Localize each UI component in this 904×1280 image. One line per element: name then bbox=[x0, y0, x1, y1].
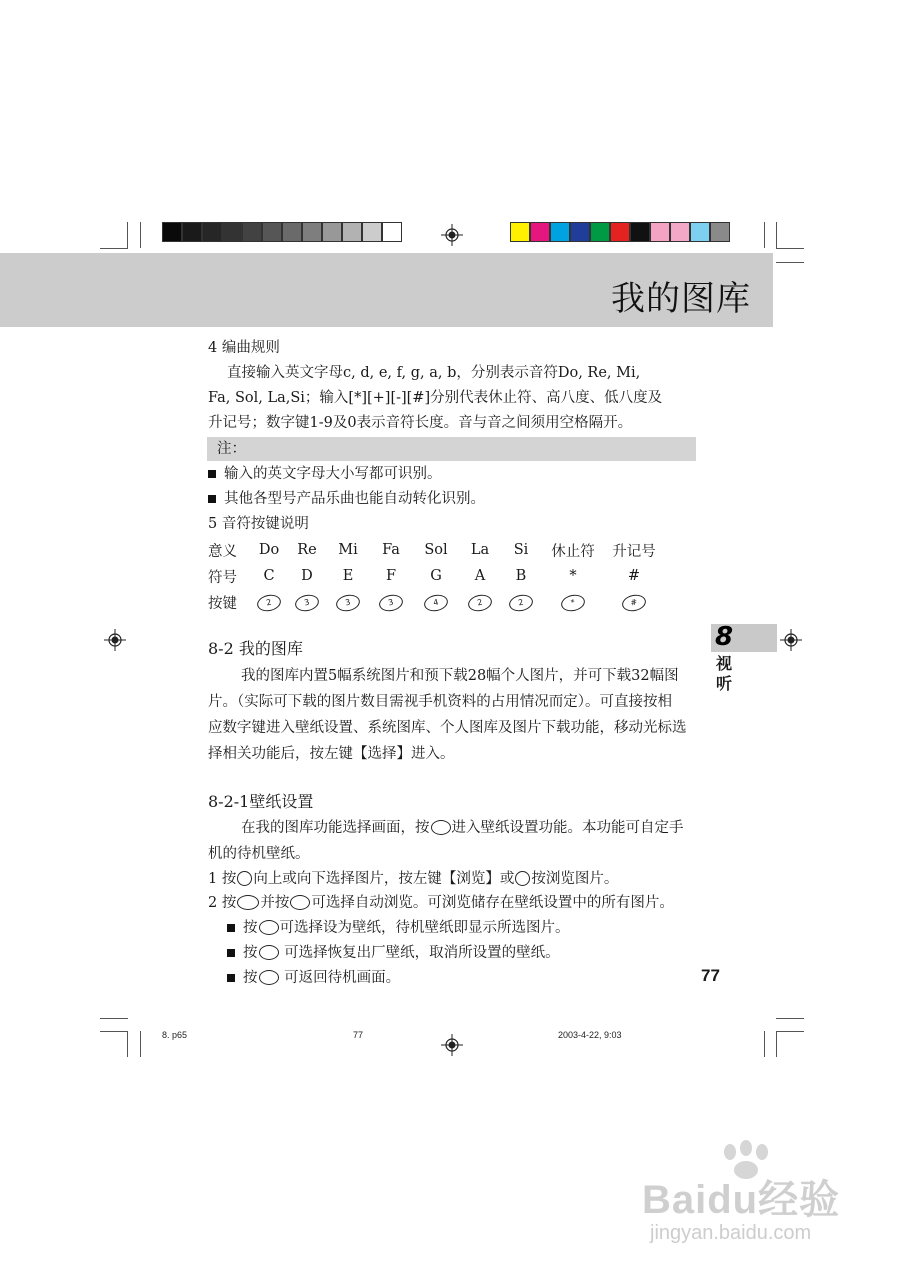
bullet-icon bbox=[227, 924, 235, 932]
key-cell bbox=[370, 589, 412, 615]
phone-key-icon: 3 bbox=[335, 593, 362, 614]
bullet-text: 输入的英文字母大小写都可识别。 bbox=[224, 466, 442, 482]
table-cell: Si bbox=[513, 542, 529, 558]
registration-mark-icon bbox=[441, 224, 463, 246]
table-cell: 休止符 bbox=[551, 543, 595, 560]
key-cell bbox=[288, 589, 326, 615]
section-heading: 8-2-1壁纸设置 bbox=[208, 792, 314, 811]
crop-mark bbox=[100, 248, 128, 249]
phone-key-icon bbox=[431, 820, 451, 835]
phone-key-icon: * bbox=[560, 593, 587, 614]
phone-key-icon: 2 bbox=[467, 593, 494, 614]
chapter-header-band bbox=[0, 253, 773, 327]
step-line bbox=[208, 893, 674, 913]
crop-mark bbox=[140, 222, 141, 248]
gray-color-bar bbox=[162, 222, 402, 242]
color-swatch bbox=[262, 222, 282, 242]
crop-mark bbox=[776, 1031, 777, 1057]
bullet-icon bbox=[208, 495, 216, 503]
note-bar bbox=[207, 437, 696, 461]
text-run: 向上或向下选择图片，按左键【浏览】或 bbox=[253, 871, 515, 887]
text-run: 进入壁纸设置功能。本功能可自定手 bbox=[451, 820, 684, 836]
color-swatch bbox=[202, 222, 222, 242]
color-swatch bbox=[590, 222, 610, 242]
chapter-title: 我的图库 bbox=[611, 279, 751, 319]
phone-key-icon: # bbox=[621, 593, 648, 614]
chapter-side-label bbox=[716, 654, 736, 694]
key-cell bbox=[460, 589, 500, 615]
row-label: 按键 bbox=[208, 595, 237, 612]
table-row bbox=[208, 563, 664, 589]
color-swatch bbox=[242, 222, 262, 242]
color-swatch bbox=[342, 222, 362, 242]
text-run: 可选择自动浏览。可浏览储存在壁纸设置中的所有图片。 bbox=[311, 895, 674, 911]
bullet-item bbox=[227, 968, 400, 988]
text-run: 在我的图库功能选择画面，按 bbox=[241, 820, 430, 836]
crop-mark bbox=[776, 222, 777, 248]
phone-key-icon: 3 bbox=[378, 593, 405, 614]
key-cell bbox=[412, 589, 460, 615]
bullet-item bbox=[208, 464, 442, 484]
registration-mark-icon bbox=[104, 629, 126, 651]
crop-mark bbox=[127, 222, 128, 248]
paragraph-line: 机的待机壁纸。 bbox=[208, 846, 310, 862]
crop-mark bbox=[776, 1018, 804, 1019]
color-swatch bbox=[670, 222, 690, 242]
phone-key-icon bbox=[259, 970, 279, 985]
table-cell: Do bbox=[258, 542, 280, 558]
table-cell: B bbox=[515, 568, 527, 584]
bullet-text: 其他各型号产品乐曲也能自动转化识别。 bbox=[224, 491, 485, 507]
table-cell: F bbox=[385, 568, 397, 584]
key-cell bbox=[326, 589, 370, 615]
chapter-side-tab bbox=[711, 624, 777, 652]
phone-key-icon: 2 bbox=[508, 593, 535, 614]
table-row bbox=[208, 537, 664, 563]
text-run: 按 bbox=[243, 945, 258, 961]
paragraph-line: 直接输入英文字母c, d, e, f, g, a, b，分别表示音符Do, Re, Mi, bbox=[227, 365, 641, 381]
bullet-item bbox=[208, 489, 485, 509]
color-swatch bbox=[530, 222, 550, 242]
page-number: 77 bbox=[701, 966, 720, 985]
color-swatch bbox=[282, 222, 302, 242]
registration-mark-icon bbox=[441, 1034, 463, 1056]
phone-key-icon: 2 bbox=[256, 593, 283, 614]
crop-mark bbox=[140, 1031, 141, 1057]
color-swatch bbox=[302, 222, 322, 242]
section-heading: 5 音符按键说明 bbox=[208, 516, 309, 532]
phone-key-icon bbox=[290, 895, 310, 910]
table-cell: Sol bbox=[424, 542, 448, 558]
text-run: 按 bbox=[243, 920, 258, 936]
phone-key-icon bbox=[259, 945, 279, 960]
color-swatch bbox=[650, 222, 670, 242]
side-label-char: 视 bbox=[716, 654, 733, 673]
text-run: 按 bbox=[243, 970, 258, 986]
key-cell bbox=[604, 589, 664, 615]
paragraph-line: Fa, Sol, La,Si；输入[*][+][-][#]分别代表休止符、高八度、低八度及 bbox=[208, 390, 663, 406]
color-swatch bbox=[550, 222, 570, 242]
footer-page: 77 bbox=[353, 1030, 364, 1040]
text-run: 并按 bbox=[260, 895, 290, 911]
row-label: 符号 bbox=[208, 569, 237, 586]
table-cell: G bbox=[430, 568, 442, 584]
table-cell: D bbox=[301, 568, 313, 584]
baidu-watermark bbox=[640, 1140, 870, 1260]
text-run: 可选择恢复出厂壁纸，取消所设置的壁纸。 bbox=[279, 945, 560, 961]
footer-filename: 8. p65 bbox=[162, 1030, 188, 1040]
bullet-item bbox=[227, 918, 570, 938]
table-cell: Mi bbox=[338, 542, 358, 558]
note-key-table bbox=[208, 537, 664, 615]
crop-mark bbox=[127, 1031, 128, 1057]
phone-key-icon: 4 bbox=[423, 593, 450, 614]
table-cell: 升记号 bbox=[612, 543, 656, 560]
table-cell: A bbox=[474, 568, 486, 584]
paragraph-line: 我的图库内置5幅系统图片和预下载28幅个人图片，并可下载32幅图 bbox=[241, 668, 679, 684]
crop-mark bbox=[764, 1031, 765, 1057]
row-label: 意义 bbox=[208, 543, 237, 560]
table-row bbox=[208, 589, 664, 615]
text-run: 2 按 bbox=[208, 895, 237, 911]
color-swatch bbox=[690, 222, 710, 242]
crop-mark bbox=[764, 222, 765, 248]
text-run: 可返回待机画面。 bbox=[279, 970, 401, 986]
table-cell: C bbox=[263, 568, 275, 584]
registration-mark-icon bbox=[780, 629, 802, 651]
note-label: 注： bbox=[217, 441, 246, 457]
bullet-icon bbox=[227, 949, 235, 957]
watermark-url: jingyan.baidu.com bbox=[650, 1222, 812, 1244]
chapter-number: 8 bbox=[715, 622, 734, 652]
ok-key-icon bbox=[515, 871, 530, 886]
color-swatch bbox=[510, 222, 530, 242]
color-bar bbox=[510, 222, 730, 242]
color-swatch bbox=[710, 222, 730, 242]
section-heading: 4 编曲规则 bbox=[208, 340, 280, 356]
crop-mark bbox=[776, 248, 804, 249]
paragraph-line bbox=[241, 818, 684, 838]
nav-key-icon bbox=[237, 871, 252, 886]
color-swatch bbox=[610, 222, 630, 242]
color-swatch bbox=[162, 222, 182, 242]
bullet-item bbox=[227, 943, 560, 963]
crop-mark bbox=[776, 1031, 804, 1032]
text-run: 按浏览图片。 bbox=[531, 871, 619, 887]
crop-mark bbox=[776, 262, 804, 263]
color-swatch bbox=[570, 222, 590, 242]
paragraph-line: 片。（实际可下载的图片数目需视手机资料的占用情况而定）。可直接按相 bbox=[208, 694, 672, 710]
crop-mark bbox=[100, 1018, 128, 1019]
section-heading: 8-2 我的图库 bbox=[208, 639, 303, 658]
table-cell: E bbox=[342, 568, 354, 584]
table-cell: * bbox=[569, 568, 577, 584]
color-swatch bbox=[222, 222, 242, 242]
watermark-brand: Baidu经验 bbox=[642, 1178, 841, 1222]
bullet-icon bbox=[227, 974, 235, 982]
side-label-char: 听 bbox=[716, 674, 733, 693]
phone-key-icon bbox=[259, 920, 279, 935]
footer-date: 2003-4-22, 9:03 bbox=[558, 1030, 622, 1040]
bullet-icon bbox=[208, 470, 216, 478]
paragraph-line: 应数字键进入壁纸设置、系统图库、个人图库及图片下载功能，移动光标选 bbox=[208, 720, 687, 736]
color-swatch bbox=[382, 222, 402, 242]
key-cell bbox=[500, 589, 542, 615]
text-run: 可选择设为壁纸，待机壁纸即显示所选图片。 bbox=[279, 920, 570, 936]
color-swatch bbox=[362, 222, 382, 242]
color-swatch bbox=[182, 222, 202, 242]
table-cell: Fa bbox=[382, 542, 400, 558]
key-cell bbox=[250, 589, 288, 615]
color-swatch bbox=[630, 222, 650, 242]
table-cell: Re bbox=[297, 542, 317, 558]
color-swatch bbox=[322, 222, 342, 242]
crop-mark bbox=[100, 1031, 128, 1032]
step-line bbox=[208, 869, 618, 889]
table-cell: # bbox=[627, 568, 641, 584]
paragraph-line: 择相关功能后，按左键【选择】进入。 bbox=[208, 746, 455, 762]
key-cell bbox=[542, 589, 604, 615]
text-run: 1 按 bbox=[208, 871, 237, 887]
phone-key-icon: 3 bbox=[294, 593, 321, 614]
table-cell: La bbox=[470, 542, 490, 558]
menu-key-icon bbox=[237, 895, 259, 910]
paragraph-line: 升记号；数字键1-9及0表示音符长度。音与音之间须用空格隔开。 bbox=[208, 415, 633, 431]
